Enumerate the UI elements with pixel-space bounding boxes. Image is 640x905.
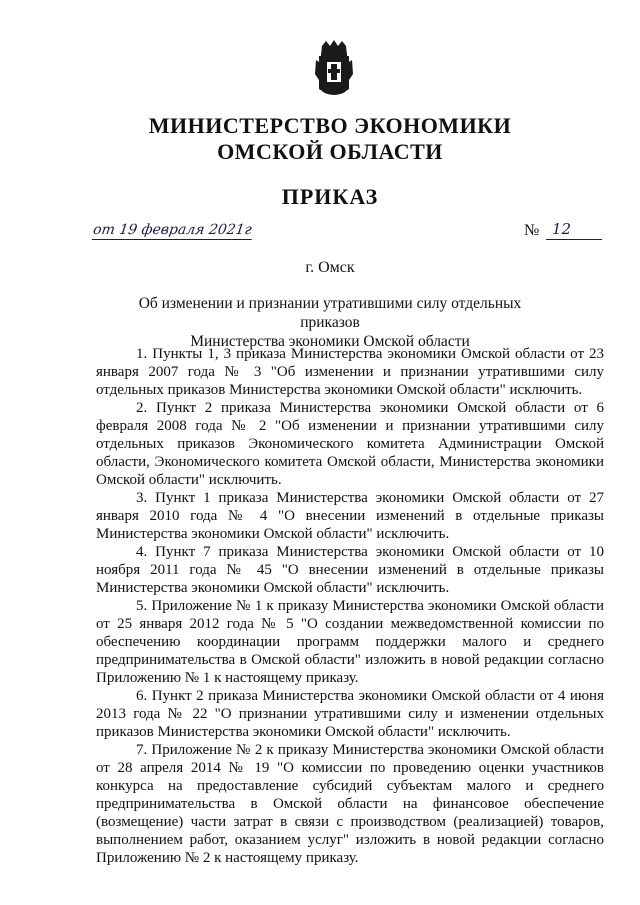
order-subject [110,294,550,351]
paragraph-5: 5. Приложение № 1 к приказу Министерства экономики Омской области от 25 января 2012 года № 5 "О создании межведомственной комиссии по обеспечению координации программ поддержки малого и среднего предпринимательства в Омской области" изложить в новой редакции согласно Приложению № 1 к настоящему приказу. [96,598,604,686]
paragraph-1: 1. Пункты 1, 3 приказа Министерства экономики Омской области от 23 января 2007 года № 3 "Об изменении и признании утратившими силу отдельных приказов Министерства экономики Омской области" исключить. [96,346,604,398]
city-line: г. Омск [305,259,355,276]
order-body [96,345,604,867]
paragraph-4: 4. Пункт 7 приказа Министерства экономики Омской области от 10 ноября 2011 года № 45 "О внесении изменений в отдельные приказы Министерства экономики Омской области" исключить. [96,544,604,596]
omsk-coat-of-arms-icon [313,40,355,96]
document-type-title: ПРИКАЗ [281,184,379,209]
handwritten-date: от 19 февраля 2021г [92,222,253,238]
number-label: № [524,222,540,239]
subject-line-2: Министерства экономики Омской области [190,333,470,350]
paragraph-3: 3. Пункт 1 приказа Министерства экономики Омской области от 27 января 2010 года № 4 "О внесении изменений в отдельные приказы Министерства экономики Омской области" исключить. [96,490,604,542]
handwritten-number: 12 [546,220,602,240]
paragraph-2: 2. Пункт 2 приказа Министерства экономики Омской области от 6 февраля 2008 года № 2 "Об изменении и признании утратившими силу отдельных приказов Экономического комитета Администрации Омской области, Экономического комитета Омской области, Министерства экономики Омской области" исключить. [96,400,604,488]
ministry-name-line1: МИНИСТЕРСТВО ЭКОНОМИКИ [148,113,512,138]
paragraph-6: 6. Пункт 2 приказа Министерства экономики Омской области от 4 июня 2013 года № 22 "О признании утратившими силу и изменении отдельных приказов Министерства экономики Омской области" исключить. [96,688,604,740]
ministry-name-line2: ОМСКОЙ ОБЛАСТИ [217,139,443,164]
subject-line-1: Об изменении и признании утратившими силу отдельных приказов [138,295,522,331]
paragraph-7: 7. Приложение № 2 к приказу Министерства экономики Омской области от 28 апреля 2014 № 19 "О комиссии по проведению оценки участников конкурса на предоставление субсидий субъектам малого и среднего предпринимательства в Омской области на финансовое обеспечение (возмещение) части затрат в связи с производством (реализацией) товаров, выполнением работ, оказанием услуг" изложить в новой редакции согласно Приложению № 2 к настоящему приказу. [96,742,604,866]
